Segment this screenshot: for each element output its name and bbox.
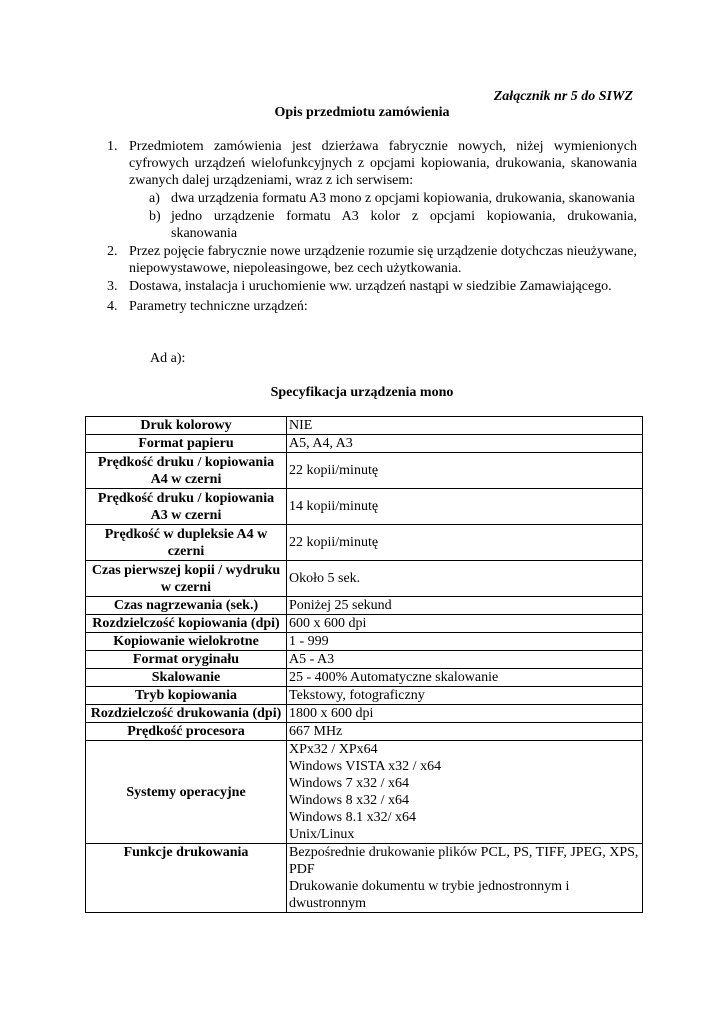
list-item-text: Przez pojęcie fabrycznie nowe urządzenie rozumie się urządzenie dotychczas nieużywane, niepowystawowe, niepoleasingowe, bez cech użytkowania. — [129, 244, 637, 276]
spec-key: Systemy operacyjne — [86, 741, 287, 844]
spec-value: Poniżej 25 sekund — [287, 597, 643, 615]
os-line: Windows 7 x32 / x64 — [289, 776, 409, 791]
list-item-number: 3. — [107, 279, 118, 294]
sub-list-item-number: b) — [149, 209, 161, 224]
table-row — [86, 651, 643, 669]
spec-key: Rozdzielczość kopiowania (dpi) — [86, 615, 287, 633]
table-row — [86, 669, 643, 687]
spec-value: 1800 x 600 dpi — [287, 705, 643, 723]
spec-value: 22 kopii/minutę — [287, 525, 643, 561]
spec-key: Tryb kopiowania — [86, 687, 287, 705]
spec-value: 22 kopii/minutę — [287, 453, 643, 489]
table-row — [86, 597, 643, 615]
spec-key: Prędkość procesora — [86, 723, 287, 741]
list-item-number: 2. — [107, 244, 118, 259]
spec-value: 25 - 400% Automatyczne skalowanie — [287, 669, 643, 687]
table-row — [86, 435, 643, 453]
spec-value: NIE — [287, 417, 643, 435]
table-row — [86, 633, 643, 651]
table-row — [86, 615, 643, 633]
table-row — [86, 561, 643, 597]
requirements-list — [107, 138, 637, 316]
os-line: XPx32 / XPx64 — [289, 742, 378, 757]
list-item — [107, 243, 637, 277]
spec-key: Format oryginału — [86, 651, 287, 669]
os-line: Windows VISTA x32 / x64 — [289, 759, 442, 774]
spec-title: Specyfikacja urządzenia mono — [270, 385, 454, 400]
table-row — [86, 525, 643, 561]
list-item-text: Dostawa, instalacja i uruchomienie ww. urządzeń nastąpi w siedzibie Zamawiającego. — [129, 279, 612, 294]
spec-key: Druk kolorowy — [86, 417, 287, 435]
table-row — [86, 687, 643, 705]
sub-list-item-number: a) — [149, 191, 160, 206]
spec-key: Rozdzielczość drukowania (dpi) — [86, 705, 287, 723]
sub-list-item-text: dwa urządzenia formatu A3 mono z opcjami kopiowania, drukowania, skanowania — [171, 191, 635, 206]
ad-a-label: Ad a): — [150, 351, 186, 366]
spec-key: Prędkość w dupleksie A4 w czerni — [86, 525, 287, 561]
list-item — [107, 298, 637, 315]
sub-list-item-text: jedno urządzenie formatu A3 kolor z opcjami kopiowania, drukowania, skanowania — [171, 209, 637, 241]
spec-value — [287, 844, 643, 913]
spec-key: Czas pierwszej kopii / wydruku w czerni — [86, 561, 287, 597]
os-line: Unix/Linux — [289, 827, 355, 842]
table-row — [86, 417, 643, 435]
spec-key: Funkcje drukowania — [86, 844, 287, 913]
table-row — [86, 723, 643, 741]
spec-key: Kopiowanie wielokrotne — [86, 633, 287, 651]
sub-list-item — [149, 190, 637, 207]
list-item-number: 1. — [107, 139, 118, 154]
sub-list-item — [149, 208, 637, 242]
os-line: Windows 8 x32 / x64 — [289, 793, 409, 808]
spec-table — [85, 416, 643, 913]
spec-value: 1 - 999 — [287, 633, 643, 651]
spec-key: Prędkość druku / kopiowania A3 w czerni — [86, 489, 287, 525]
table-row — [86, 453, 643, 489]
print-line: Drukowanie dokumentu w trybie jednostronnym i dwustronnym — [289, 879, 570, 911]
os-line: Windows 8.1 x32/ x64 — [289, 810, 416, 825]
spec-value: A5, A4, A3 — [287, 435, 643, 453]
spec-value: 667 MHz — [287, 723, 643, 741]
list-item-number: 4. — [107, 299, 118, 314]
spec-key: Skalowanie — [86, 669, 287, 687]
list-item-text: Parametry techniczne urządzeń: — [129, 299, 308, 314]
list-item-text: Przedmiotem zamówienia jest dzierżawa fabrycznie nowych, niżej wymienionych cyfrowych urządzeń wielofunkcyjnych z opcjami kopiowania, drukowania, skanowania zwanych dalej urządzeniami, wraz z ich serwisem: — [129, 139, 637, 188]
document-title: Opis przedmiotu zamówienia — [274, 105, 450, 120]
spec-value: Około 5 sek. — [287, 561, 643, 597]
spec-value: A5 - A3 — [287, 651, 643, 669]
table-row — [86, 741, 643, 844]
table-row — [86, 705, 643, 723]
spec-value: Tekstowy, fotograficzny — [287, 687, 643, 705]
spec-value — [287, 741, 643, 844]
table-row — [86, 489, 643, 525]
spec-value: 600 x 600 dpi — [287, 615, 643, 633]
spec-key: Format papieru — [86, 435, 287, 453]
spec-value: 14 kopii/minutę — [287, 489, 643, 525]
print-line: Bezpośrednie drukowanie plików PCL, PS, TIFF, JPEG, XPS, PDF — [289, 845, 639, 877]
spec-key: Prędkość druku / kopiowania A4 w czerni — [86, 453, 287, 489]
list-item — [107, 278, 637, 295]
spec-key: Czas nagrzewania (sek.) — [86, 597, 287, 615]
annex-label: Załącznik nr 5 do SIWZ — [493, 89, 633, 104]
list-item — [107, 138, 637, 242]
table-row — [86, 844, 643, 913]
